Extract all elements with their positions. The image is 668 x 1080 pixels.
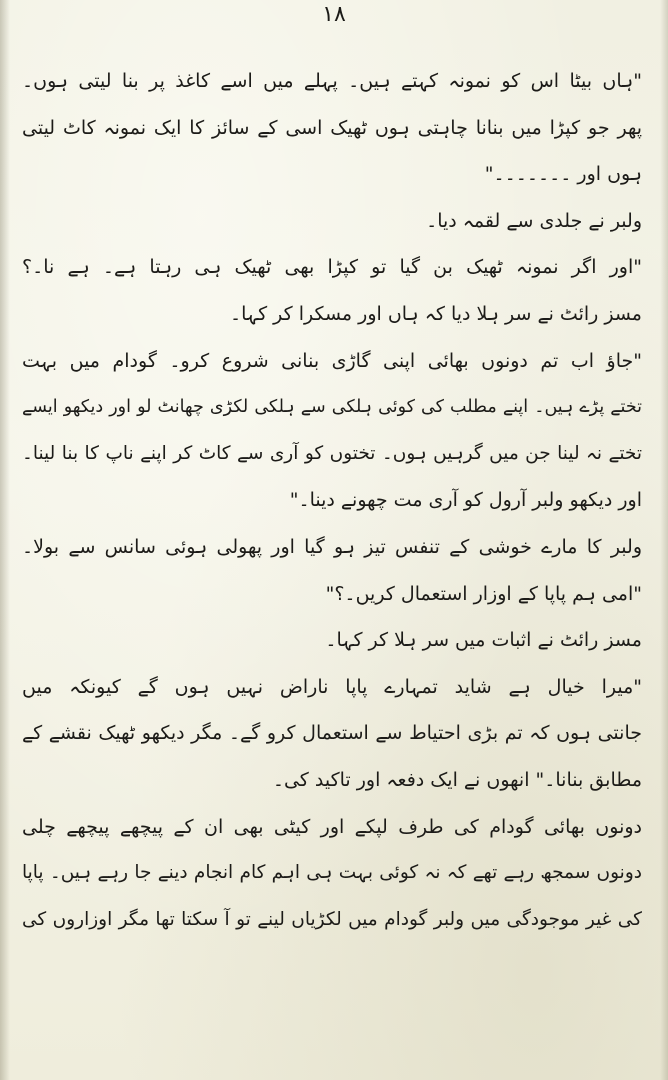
- page-number: ۱۸: [322, 2, 346, 27]
- text-line-12: "امی ہم پاپا کے اوزار استعمال کریں۔؟": [325, 582, 642, 605]
- text-line-2: پھر جو کپڑا میں بنانا چاہتی ہوں ٹھیک اسی کے سائز کا ایک نمونہ کاٹ لیتی: [22, 116, 642, 139]
- text-line-8: تختے پڑے ہیں۔ اپنے مطلب کی کوئی ہلکی سے ہلکی لکڑی چھانٹ لو اور دیکھو ایسے: [22, 397, 642, 418]
- text-line-11: ولبر کا مارے خوشی کے تنفس تیز ہو گیا اور پھولی ہوئی سانس سے بولا۔: [22, 535, 642, 558]
- text-line-4: ولبر نے جلدی سے لقمہ دیا۔: [426, 209, 642, 232]
- text-line-5: "اور اگر نمونہ ٹھیک بن گیا تو کپڑا بھی ٹھیک ہی رہتا ہے۔ ہے نا۔؟: [22, 256, 642, 279]
- text-line-6: مسز رائٹ نے سر ہلا دیا کہ ہاں اور مسکرا کر کہا۔: [230, 302, 642, 325]
- text-line-9: تختے نہ لینا جن میں گرہیں ہوں۔ تختوں کو آری سے کاٹ کر اپنے ناپ کا بنا لینا۔: [22, 442, 642, 464]
- text-line-3: ہوں اور ۔۔۔۔۔۔۔": [484, 163, 642, 186]
- text-line-13: مسز رائٹ نے اثبات میں سر ہلا کر کہا۔: [325, 629, 642, 652]
- text-line-17: دونوں بھائی گودام کی طرف لپکے اور کیٹی بھی ان کے پیچھے پیچھے چلی: [22, 815, 642, 838]
- text-line-10: اور دیکھو ولبر آرول کو آری مت چھونے دینا۔": [289, 489, 642, 512]
- text-line-18: دونوں سمجھ رہے تھے کہ نہ کوئی بہت ہی اہم کام انجام دینے جا رہے ہیں۔ پاپا: [22, 862, 642, 884]
- text-line-16: مطابق بنانا۔" انھوں نے ایک دفعہ اور تاکید کی۔: [272, 768, 642, 791]
- text-line-1: "ہاں بیٹا اس کو نمونہ کہتے ہیں۔ پہلے میں اسے کاغذ پر بنا لیتی ہوں۔: [22, 70, 642, 92]
- text-line-7: "جاؤ اب تم دونوں بھائی اپنی گاڑی بنانی شروع کرو۔ گودام میں بہت: [22, 349, 642, 372]
- text-line-15: جانتی ہوں کہ تم بڑی احتیاط سے استعمال کرو گے۔ مگر دیکھو ٹھیک نقشے کے: [22, 722, 642, 745]
- page-text: [22, 58, 642, 943]
- text-line-19: کی غیر موجودگی میں ولبر گودام میں لکڑیاں لینے تو آ سکتا تھا مگر اوزاروں کی: [22, 908, 642, 930]
- text-line-14: "میرا خیال ہے شاید تمہارے پاپا ناراض نہیں ہوں گے کیونکہ میں: [22, 675, 642, 698]
